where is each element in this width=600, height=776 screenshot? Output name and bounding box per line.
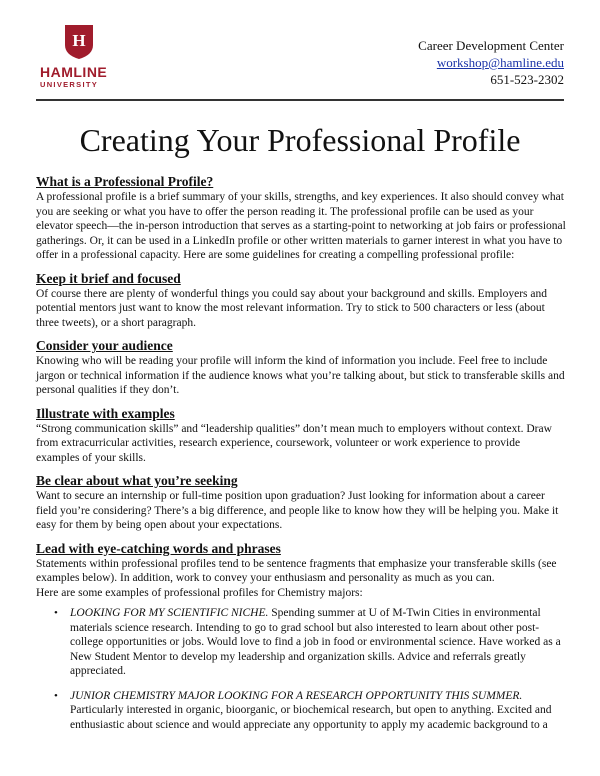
section-seeking (36, 473, 566, 533)
logo-subtitle: UNIVERSITY (40, 80, 99, 89)
list-item (36, 689, 566, 733)
section-what-is (36, 174, 566, 263)
example-body: Particularly interested in organic, bioorganic, or biochemical research, but open to anything. Excited and enthusiastic about science and would appreciate any opportunity to apply my academic background to a (70, 704, 552, 731)
section-text-intro: Here are some examples of professional profiles for Chemistry majors: (36, 586, 363, 599)
section-text: A professional profile is a brief summary of your skills, strengths, and key experiences. It also should convey what you are seeking or what you have to offer the person reading it. The professional profile can be used as your elevator speech—the in-person introduction that serves as a starting-point to networking at job fairs or professional gatherings. Or, it can be used in a LinkedIn profile or other written materials to garner interest in what you have to offer in a professional capacity. Here are some guidelines for creating a compelling professional profile: (36, 191, 566, 261)
page-title: Creating Your Professional Profile (79, 122, 521, 158)
svg-text:H: H (72, 31, 86, 50)
logo-name: HAMLINE (40, 64, 108, 80)
example-lead: JUNIOR CHEMISTRY MAJOR LOOKING FOR A RESEARCH OPPORTUNITY THIS SUMMER. (70, 689, 523, 702)
example-body: Spending summer at U of M-Twin Cities in environmental materials science research. Intending to go to grad school but also interested to learn about other post-college opportunities or jobs. Would love to find a job in food or environmental science. Have worked as a New Student Mentor to develop my leadership and organization skills. Advice and referrals greatly appreciated. (70, 607, 561, 677)
org-name: Career Development Center (418, 38, 564, 53)
section-heading: Illustrate with examples (36, 405, 175, 421)
section-brief (36, 271, 566, 331)
section-heading: What is a Professional Profile? (36, 174, 214, 189)
shield-icon (64, 24, 94, 60)
section-text: Want to secure an internship or full-time position upon graduation? Just looking for information about a career field you’re considering? There’s a big difference, and people like to know how they will be helping you. Make it easy for them by being open about your expectations. (36, 490, 559, 531)
phone-number: 651-523-2302 (490, 72, 564, 87)
section-lead (36, 541, 566, 733)
section-heading: Lead with eye-catching words and phrases (36, 540, 281, 556)
section-text: “Strong communication skills” and “leadership qualities” don’t mean much to employers without context. Draw from extracurricular activities, research experience, coursework, volunteer or work experience to provide examples of your skills. (36, 422, 552, 464)
bullet-icon: • (54, 689, 58, 702)
example-list (36, 606, 566, 732)
hamline-logo (40, 24, 122, 90)
section-examples (36, 406, 566, 466)
document-body (36, 174, 566, 742)
email-link[interactable]: workshop@hamline.edu (436, 55, 564, 70)
contact-block (418, 37, 564, 88)
example-lead: LOOKING FOR MY SCIENTIFIC NICHE. (70, 607, 269, 619)
section-text: Statements within professional profiles tend to be sentence fragments that emphasize your transferable skills (see examples below). In addition, work to convey your enthusiasm and personality as much as you can. (36, 557, 557, 584)
section-heading: Keep it brief and focused (36, 270, 181, 286)
section-heading: Be clear about what you’re seeking (36, 473, 238, 488)
header-divider (36, 99, 564, 101)
bullet-icon: • (54, 607, 58, 619)
section-heading: Consider your audience (36, 338, 173, 353)
list-item (36, 606, 566, 679)
section-text: Of course there are plenty of wonderful things you could say about your background and skills. Employers and potential mentors just want to know the most relevant information. Try to stick to 500 characters or less (about three tweets), or a short paragraph. (36, 287, 547, 329)
section-audience (36, 338, 566, 398)
section-text: Knowing who will be reading your profile will inform the kind of information you include. Feel free to include jargon or technical information if the audience knows what you’re talking about, but stick to transferable skills and personal qualities if they don’t. (36, 355, 565, 396)
